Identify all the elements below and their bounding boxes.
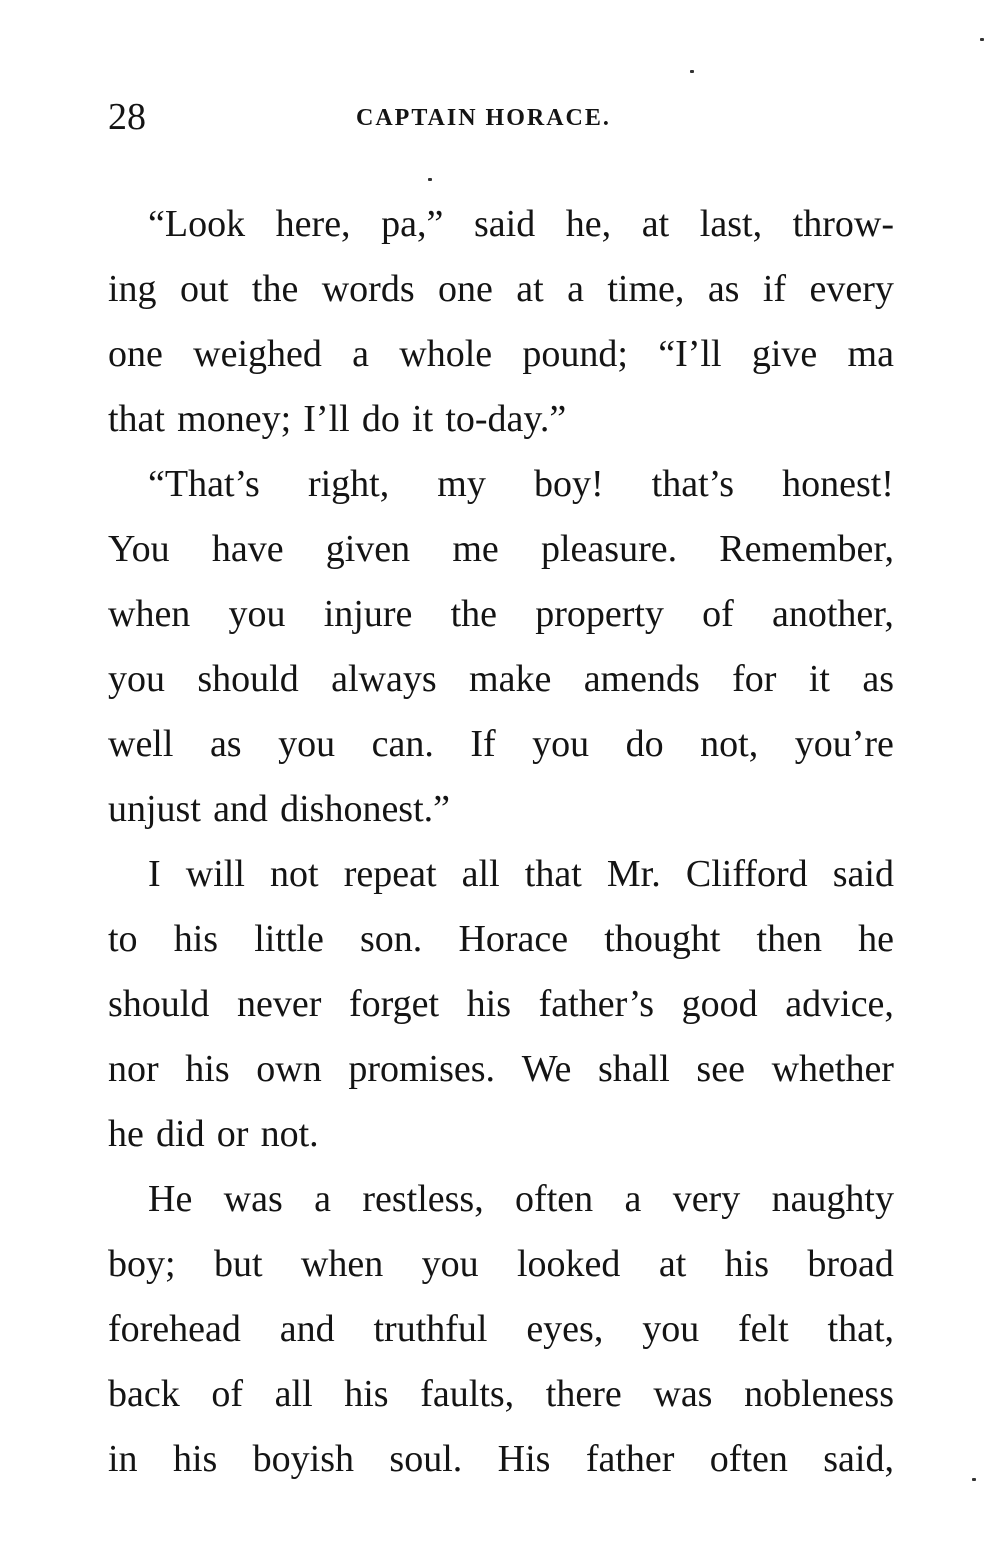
word: another, — [772, 593, 894, 635]
word: me — [452, 528, 499, 570]
word: Remember, — [719, 528, 894, 570]
page-number: 28 — [108, 96, 146, 138]
word: father’s — [538, 983, 655, 1025]
print-speck — [428, 178, 432, 181]
word: his — [466, 983, 512, 1025]
word: said — [832, 853, 894, 895]
word: you — [642, 1308, 700, 1350]
word: nor — [108, 1048, 159, 1090]
word: he, — [565, 203, 612, 245]
word: a — [567, 268, 584, 310]
word: all — [274, 1373, 313, 1415]
word: “Look — [148, 203, 246, 245]
word: make — [469, 658, 552, 700]
word: boyish — [252, 1438, 355, 1480]
text-line — [108, 777, 894, 842]
word: you — [108, 658, 165, 700]
text-line — [108, 452, 894, 517]
word: right, — [307, 463, 390, 505]
word: was — [653, 1373, 713, 1415]
word: every — [809, 268, 894, 310]
word: “I’ll — [658, 333, 722, 375]
word: words — [321, 268, 415, 310]
word: pa,” — [381, 203, 444, 245]
word: then — [756, 918, 822, 960]
word: forget — [349, 983, 440, 1025]
text-line — [108, 842, 894, 907]
word: to — [108, 918, 138, 960]
word: see — [696, 1048, 745, 1090]
word: faults, — [420, 1373, 515, 1415]
word: one — [108, 333, 163, 375]
running-head — [108, 92, 894, 142]
word: of — [211, 1373, 244, 1415]
word: We — [521, 1048, 572, 1090]
word: or — [216, 1113, 249, 1155]
word: at — [658, 1243, 687, 1285]
word: eyes, — [526, 1308, 604, 1350]
word: of — [702, 593, 734, 635]
word: all — [461, 853, 500, 895]
word: boy; — [108, 1243, 176, 1285]
word: pound; — [522, 333, 628, 375]
word: given — [325, 528, 411, 570]
word: my — [437, 463, 486, 505]
word: at — [641, 203, 670, 245]
word: Mr. — [606, 853, 661, 895]
word: that, — [827, 1308, 894, 1350]
text-line — [108, 1362, 894, 1427]
word: at — [516, 268, 544, 310]
word: have — [211, 528, 284, 570]
word: boy! — [533, 463, 604, 505]
text-line — [108, 387, 894, 452]
text-line — [108, 257, 894, 322]
word: give — [751, 333, 818, 375]
word: honest! — [782, 463, 894, 505]
word: Horace — [458, 918, 569, 960]
word: “That’s — [148, 463, 260, 505]
text-line — [108, 907, 894, 972]
word: the — [251, 268, 299, 310]
word: his — [172, 1438, 218, 1480]
word: good — [681, 983, 758, 1025]
word: thought — [604, 918, 721, 960]
word: truthful — [373, 1308, 488, 1350]
word: out — [179, 268, 229, 310]
text-line — [108, 712, 894, 777]
text-line — [108, 582, 894, 647]
word: his — [185, 1048, 230, 1090]
word: restless, — [362, 1178, 484, 1220]
word: that — [524, 853, 582, 895]
word: there — [545, 1373, 622, 1415]
word: I’ll — [303, 398, 350, 440]
word: looked — [517, 1243, 621, 1285]
word: often — [515, 1178, 594, 1220]
word: a — [624, 1178, 642, 1220]
text-line — [108, 1297, 894, 1362]
word: should — [197, 658, 299, 700]
word: little — [254, 918, 324, 960]
word: son. — [360, 918, 423, 960]
word: you’re — [794, 723, 894, 765]
word: when — [108, 593, 191, 635]
word: if — [762, 268, 787, 310]
word: to-day.” — [445, 398, 567, 440]
word: Clifford — [685, 853, 808, 895]
word: do — [361, 398, 400, 440]
word: it — [808, 658, 830, 700]
word: weighed — [193, 333, 322, 375]
word: you — [278, 723, 336, 765]
text-line — [108, 972, 894, 1037]
word: father — [585, 1438, 675, 1480]
word: not, — [700, 723, 759, 765]
print-speck — [690, 70, 694, 73]
word: money; — [177, 398, 292, 440]
body-text — [108, 192, 894, 1492]
word: said — [473, 203, 536, 245]
word: that’s — [651, 463, 734, 505]
word: and — [213, 788, 268, 830]
word: you — [228, 593, 286, 635]
word: soul. — [389, 1438, 463, 1480]
word: never — [236, 983, 322, 1025]
text-line — [108, 1167, 894, 1232]
word: not — [270, 853, 319, 895]
word: His — [497, 1438, 551, 1480]
text-line — [108, 1232, 894, 1297]
word: his — [724, 1243, 770, 1285]
word: not. — [260, 1113, 319, 1155]
word: he — [858, 918, 894, 960]
word: his — [173, 918, 219, 960]
word: it — [412, 398, 434, 440]
word: nobleness — [744, 1373, 894, 1415]
word: and — [279, 1308, 335, 1350]
word: as — [707, 268, 740, 310]
word: pleasure. — [541, 528, 678, 570]
word: I — [148, 853, 161, 895]
word: He — [148, 1178, 193, 1220]
word: his — [344, 1373, 389, 1415]
word: unjust — [108, 788, 201, 830]
word: shall — [598, 1048, 670, 1090]
word: as — [209, 723, 242, 765]
word: back — [108, 1373, 180, 1415]
word: felt — [738, 1308, 789, 1350]
word: forehead — [108, 1308, 241, 1350]
text-line — [108, 1102, 894, 1167]
text-line — [108, 1037, 894, 1102]
word: as — [862, 658, 894, 700]
word: whether — [771, 1048, 894, 1090]
word: one — [438, 268, 493, 310]
text-line — [108, 192, 894, 257]
word: do — [625, 723, 664, 765]
word: often — [709, 1438, 788, 1480]
word: If — [470, 723, 496, 765]
word: throw- — [792, 203, 894, 245]
word: for — [732, 658, 777, 700]
word: time, — [607, 268, 685, 310]
text-line — [108, 322, 894, 387]
word: here, — [275, 203, 351, 245]
word: that — [108, 398, 165, 440]
word: naughty — [771, 1178, 894, 1220]
word: did — [156, 1113, 205, 1155]
word: a — [352, 333, 370, 375]
word: was — [223, 1178, 283, 1220]
word: the — [450, 593, 497, 635]
print-speck — [972, 1478, 976, 1481]
word: own — [256, 1048, 322, 1090]
word: amends — [583, 658, 700, 700]
word: said, — [823, 1438, 894, 1480]
word: in — [108, 1438, 138, 1480]
word: you — [421, 1243, 479, 1285]
word: injure — [323, 593, 413, 635]
print-speck — [980, 38, 984, 41]
word: ing — [108, 268, 157, 310]
word: will — [185, 853, 245, 895]
word: a — [314, 1178, 331, 1220]
word: ma — [847, 333, 894, 375]
word: always — [331, 658, 437, 700]
word: property — [535, 593, 664, 635]
word: whole — [399, 333, 493, 375]
word: advice, — [785, 983, 894, 1025]
word: dishonest.” — [280, 788, 451, 830]
word: can. — [371, 723, 434, 765]
text-line — [108, 647, 894, 712]
word: he — [108, 1113, 144, 1155]
word: well — [108, 723, 174, 765]
word: repeat — [343, 853, 437, 895]
word: you — [532, 723, 590, 765]
word: when — [300, 1243, 384, 1285]
running-title: CAPTAIN HORACE. — [356, 105, 611, 131]
word: should — [108, 983, 210, 1025]
word: last, — [699, 203, 763, 245]
word: very — [672, 1178, 741, 1220]
word: but — [213, 1243, 263, 1285]
text-line — [108, 1427, 894, 1492]
word: broad — [807, 1243, 894, 1285]
word: You — [108, 528, 170, 570]
word: promises. — [348, 1048, 496, 1090]
text-line — [108, 517, 894, 582]
